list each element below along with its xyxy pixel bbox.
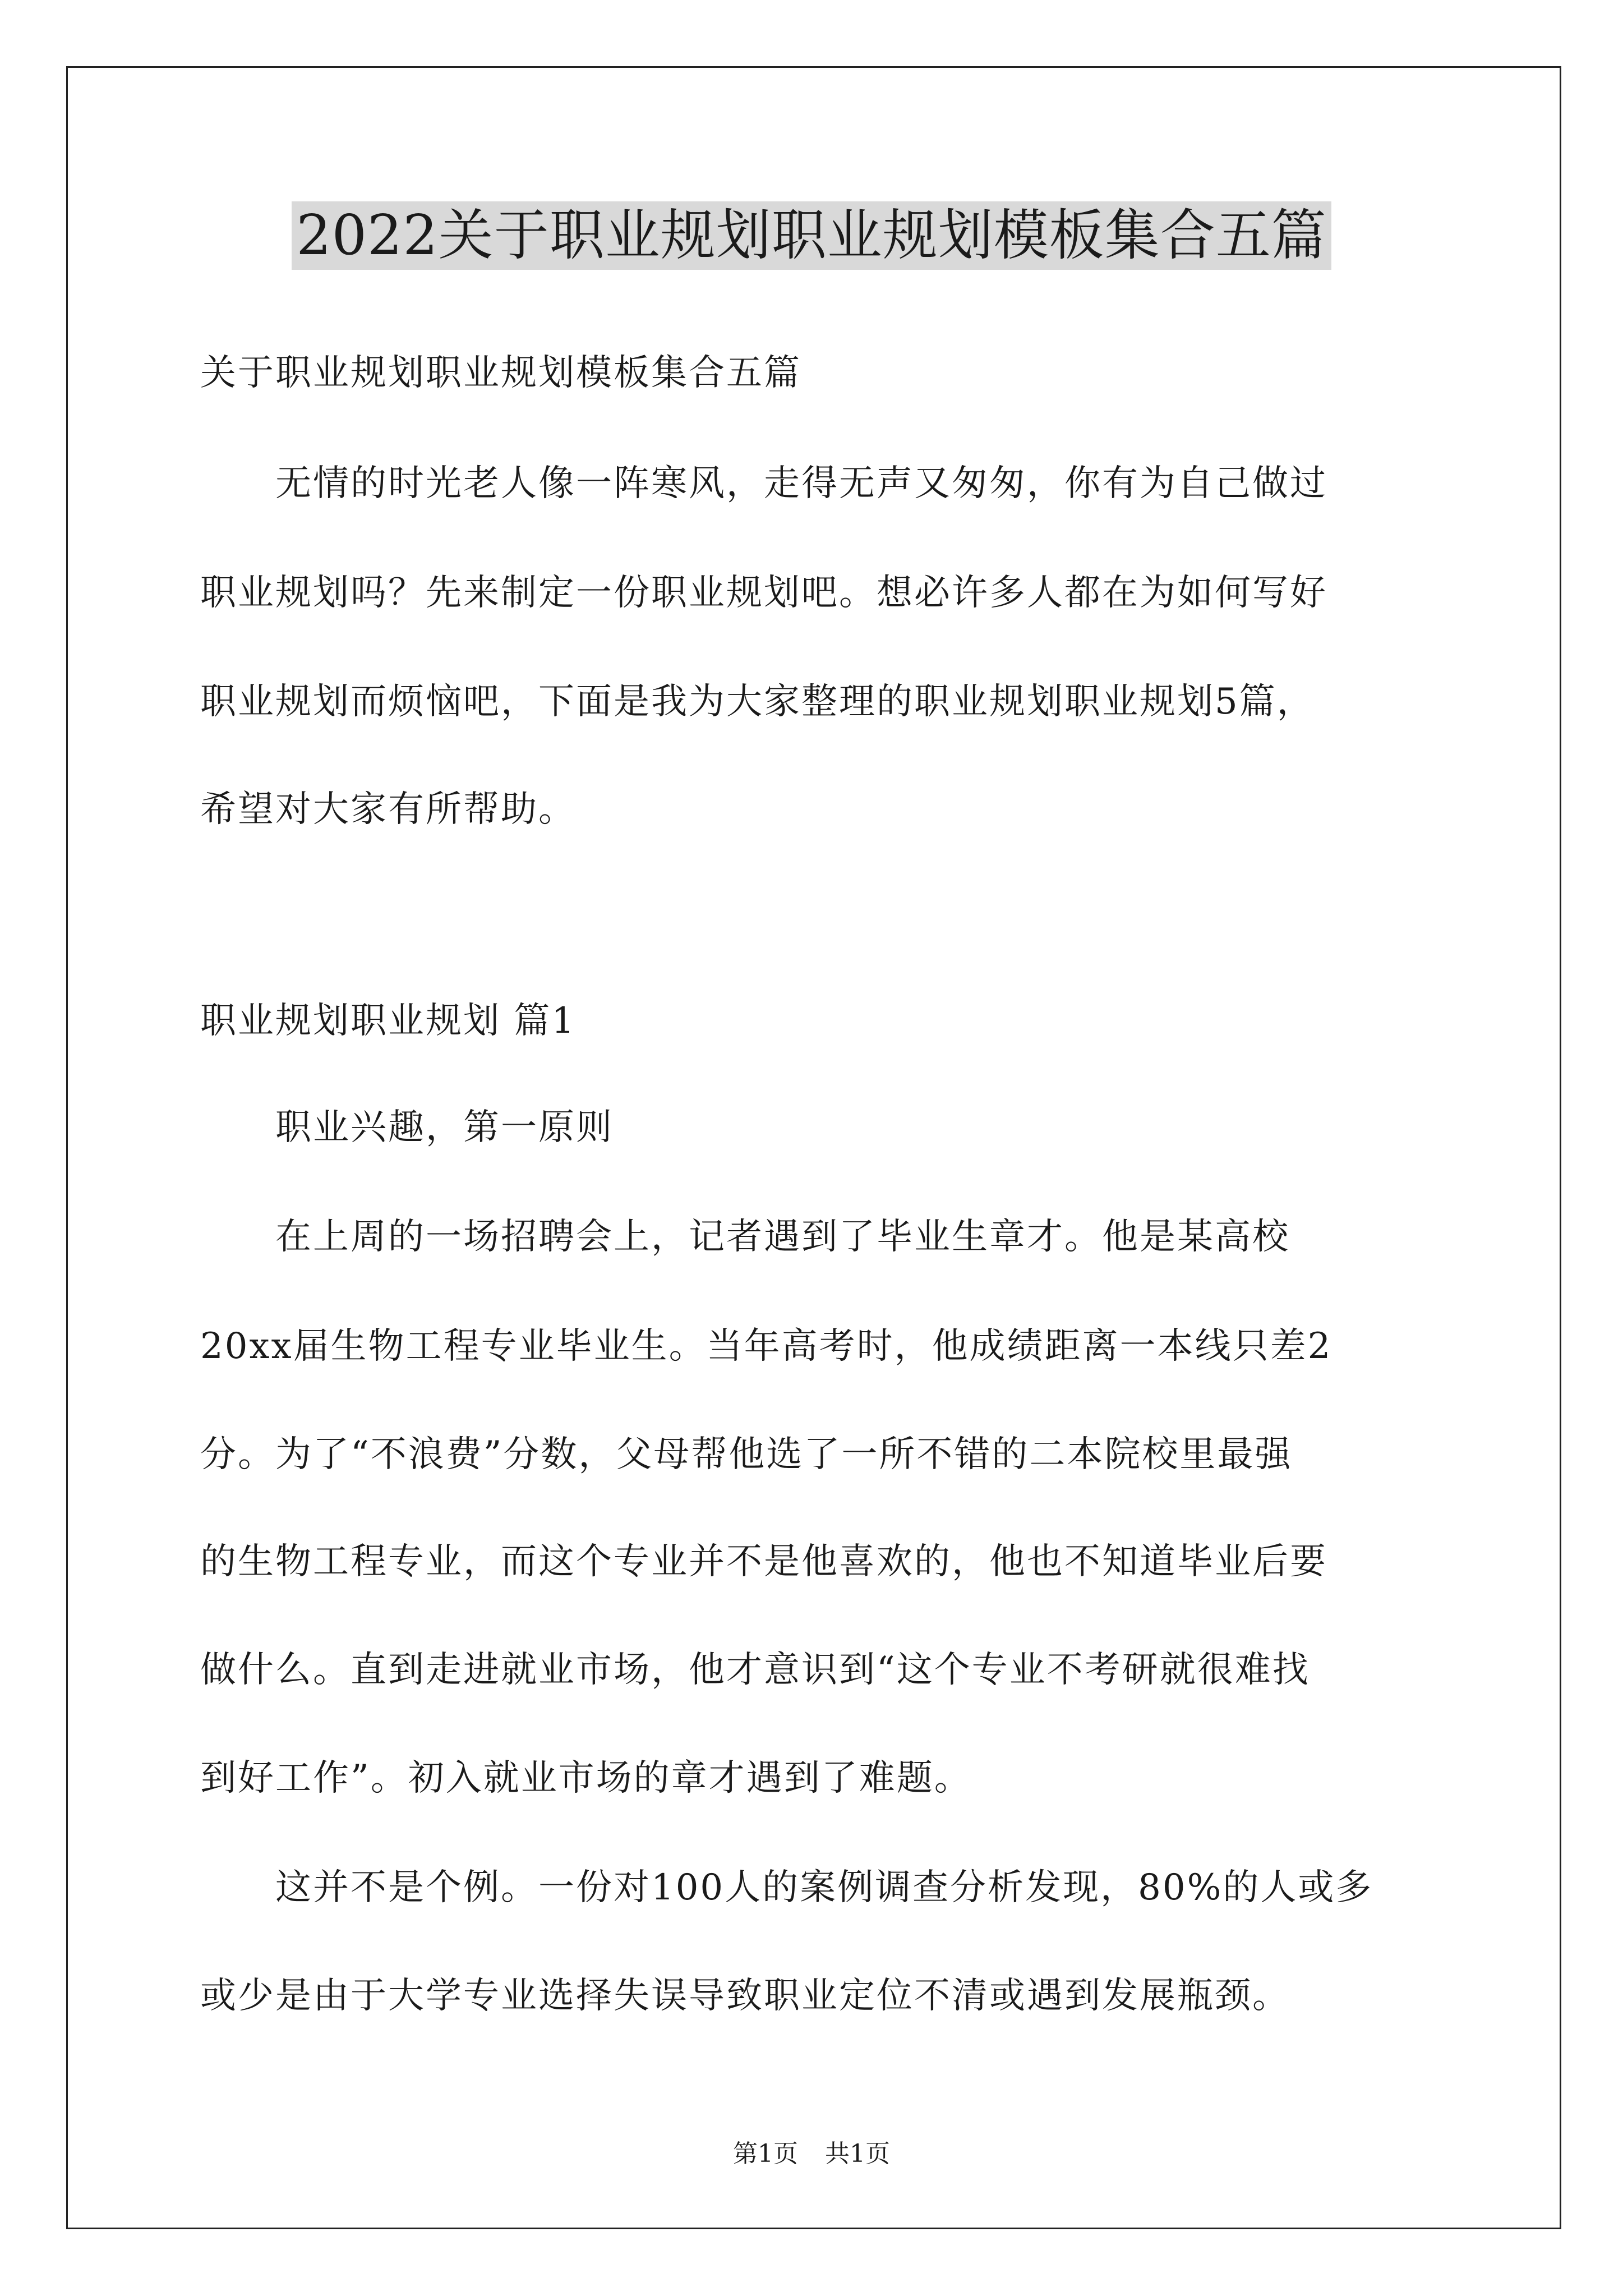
document-title	[0, 196, 1623, 275]
page-footer	[0, 2137, 1623, 2171]
body-line-2: 20xx届生物工程专业毕业生。当年高考时，他成绩距离一本线只差2	[200, 1326, 1332, 1367]
section-heading: 职业规划职业规划 篇1	[200, 1000, 577, 1042]
body-line-8: 或少是由于大学专业选择失误导致职业定位不清或遇到发展瓶颈。	[200, 1975, 1290, 2017]
intro-line-3: 职业规划而烦恼吧，下面是我为大家整理的职业规划职业规划5篇，	[200, 681, 1315, 723]
section-subheading: 职业兴趣，第一原则	[200, 1107, 614, 1148]
body-line-1: 在上周的一场招聘会上，记者遇到了毕业生章才。他是某高校	[200, 1216, 1290, 1258]
body-line-7: 这并不是个例。一份对100人的案例调查分析发现，80%的人或多	[200, 1867, 1373, 1908]
body-line-4: 的生物工程专业，而这个专业并不是他喜欢的，他也不知道毕业后要	[200, 1541, 1327, 1582]
intro-line-2: 职业规划吗？先来制定一份职业规划吧。想必许多人都在为如何写好	[200, 572, 1327, 614]
subtitle: 关于职业规划职业规划模板集合五篇	[200, 352, 801, 394]
body-line-5: 做什么。直到走进就业市场，他才意识到“这个专业不考研就很难找	[200, 1649, 1310, 1691]
body-line-3: 分。为了“不浪费”分数，父母帮他选了一所不错的二本院校里最强	[200, 1434, 1293, 1475]
page-number-current: 第1页	[733, 2139, 798, 2168]
page-number-total: 共1页	[825, 2139, 890, 2168]
body-line-6: 到好工作”。初入就业市场的章才遇到了难题。	[200, 1757, 972, 1799]
document-title-text: 2022关于职业规划职业规划模板集合五篇	[292, 201, 1331, 270]
intro-line-1: 无情的时光老人像一阵寒风，走得无声又匆匆，你有为自己做过	[200, 463, 1327, 504]
intro-line-4: 希望对大家有所帮助。	[200, 789, 576, 830]
